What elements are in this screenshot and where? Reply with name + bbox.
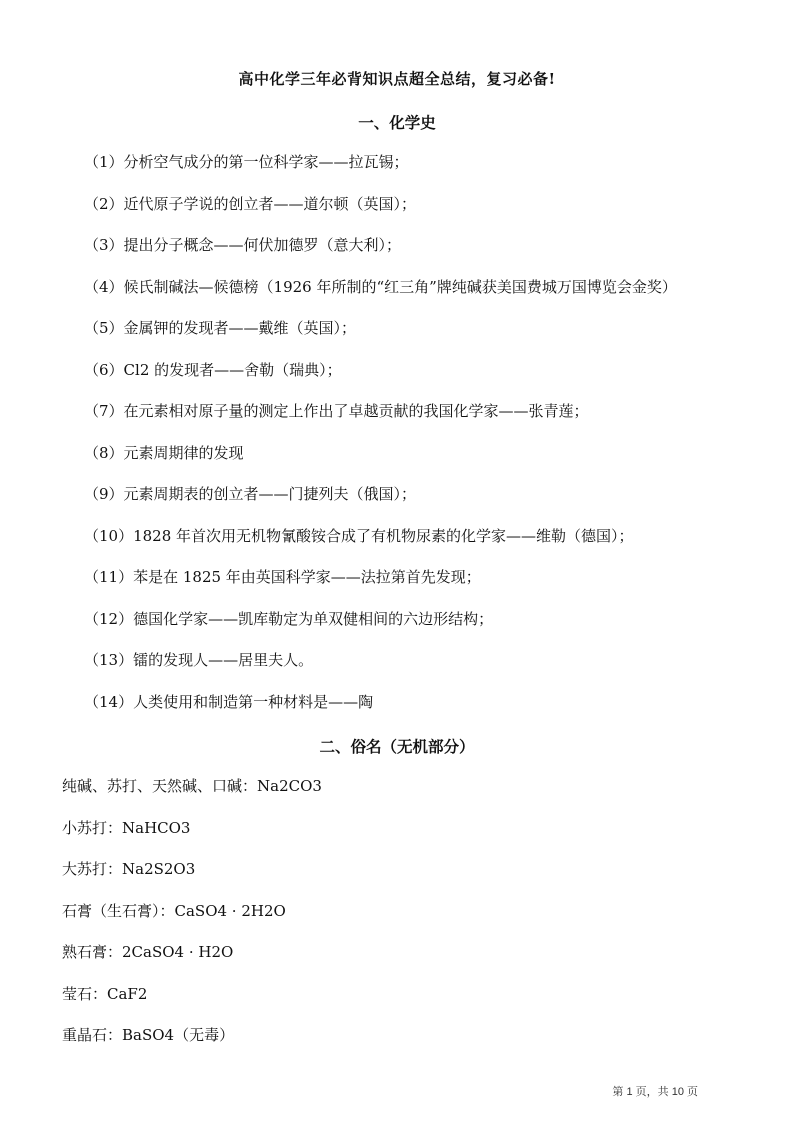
list-item: （10）1828 年首次用无机物氰酸铵合成了有机物尿素的化学家——维勒（德国）； bbox=[84, 527, 634, 545]
list-item: （8）元素周期律的发现 bbox=[84, 444, 244, 462]
list-item: 纯碱、苏打、天然碱、口碱：Na2CO3 bbox=[62, 777, 322, 795]
section-heading-history: 一、化学史 bbox=[358, 113, 436, 132]
list-item: （7）在元素相对原子量的测定上作出了卓越贡献的我国化学家——张青莲； bbox=[84, 402, 589, 420]
list-item: 石膏（生石膏）：CaSO4 · 2H2O bbox=[62, 902, 286, 920]
list-item: （9）元素周期表的创立者——门捷列夫（俄国）； bbox=[84, 485, 417, 503]
list-item: 小苏打：NaHCO3 bbox=[62, 819, 191, 837]
page-number: 第 1 页，共 10 页 bbox=[612, 1086, 698, 1098]
list-item: 莹石：CaF2 bbox=[62, 985, 148, 1003]
page-title: 高中化学三年必背知识点超全总结，复习必备! bbox=[238, 70, 556, 88]
list-item: （5）金属钾的发现者——戴维（英国）； bbox=[84, 319, 357, 337]
list-item: （14）人类使用和制造第一种材料是——陶 bbox=[84, 693, 374, 711]
list-item: （12）德国化学家——凯库勒定为单双健相间的六边形结构； bbox=[84, 610, 494, 628]
list-item: （1）分析空气成分的第一位科学家——拉瓦锡； bbox=[84, 153, 409, 171]
list-item: （11）苯是在 1825 年由英国科学家——法拉第首先发现； bbox=[84, 568, 481, 586]
list-item: 大苏打：Na2S2O3 bbox=[62, 860, 196, 878]
list-item: 重晶石：BaSO4（无毒） bbox=[62, 1026, 235, 1044]
section-heading-common-names: 二、俗名（无机部分） bbox=[319, 737, 475, 756]
list-item: （3）提出分子概念——何伏加德罗（意大利）； bbox=[84, 236, 402, 254]
list-item: （4）候氏制碱法—候德榜（1926 年所制的“红三角”牌纯碱获美国费城万国博览会金奖） bbox=[84, 278, 677, 296]
list-item: （13）镭的发现人——居里夫人。 bbox=[84, 651, 314, 669]
list-item: （6）Cl2 的发现者——舍勒（瑞典）； bbox=[84, 361, 342, 379]
list-item: （2）近代原子学说的创立者——道尔顿（英国）； bbox=[84, 195, 417, 213]
list-item: 熟石膏：2CaSO4 · H2O bbox=[62, 943, 234, 961]
